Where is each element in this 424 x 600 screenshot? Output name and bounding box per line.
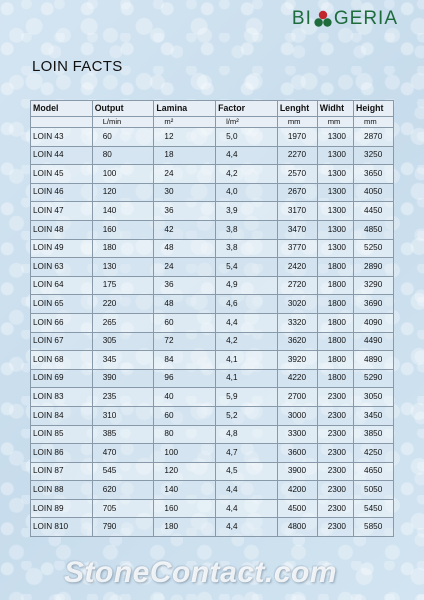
cell-factor: 4,4: [216, 481, 278, 500]
table-row: [31, 444, 394, 463]
cell-height: 2890: [354, 258, 394, 277]
unit-length: mm: [277, 117, 317, 128]
unit-width: mm: [317, 117, 353, 128]
cell-height: 4050: [354, 183, 394, 202]
cell-lamina: 60: [154, 406, 216, 425]
cell-output: 345: [92, 351, 154, 370]
cell-width: 1800: [317, 258, 353, 277]
unit-model: [31, 117, 93, 128]
cell-height: 5850: [354, 518, 394, 537]
table-body: [31, 128, 394, 537]
cell-model: LOIN 44: [31, 146, 93, 165]
cell-factor: 4,5: [216, 462, 278, 481]
cell-factor: 5,2: [216, 406, 278, 425]
cell-factor: 5,4: [216, 258, 278, 277]
unit-height: mm: [354, 117, 394, 128]
column-header-output: Output: [92, 101, 154, 117]
cell-height: 5050: [354, 481, 394, 500]
cell-lamina: 60: [154, 313, 216, 332]
stonecontact-watermark: StoneContact.com: [64, 556, 338, 589]
cell-width: 1800: [317, 276, 353, 295]
cell-height: 3850: [354, 425, 394, 444]
cell-output: 385: [92, 425, 154, 444]
cell-length: 2420: [277, 258, 317, 277]
cell-height: 4850: [354, 220, 394, 239]
table-row: [31, 313, 394, 332]
cell-height: 3690: [354, 295, 394, 314]
cell-factor: 4,4: [216, 146, 278, 165]
cell-model: LOIN 86: [31, 444, 93, 463]
cell-lamina: 42: [154, 220, 216, 239]
cell-height: 3650: [354, 165, 394, 184]
cell-length: 4220: [277, 369, 317, 388]
cell-lamina: 48: [154, 295, 216, 314]
cell-factor: 4,4: [216, 518, 278, 537]
cell-output: 180: [92, 239, 154, 258]
logo-trefoil-icon: [313, 9, 333, 29]
cell-factor: 4,1: [216, 369, 278, 388]
cell-model: LOIN 43: [31, 128, 93, 147]
cell-height: 3290: [354, 276, 394, 295]
cell-factor: 3,8: [216, 220, 278, 239]
cell-width: 2300: [317, 425, 353, 444]
cell-factor: 3,9: [216, 202, 278, 221]
table-row: [31, 462, 394, 481]
cell-factor: 4,4: [216, 499, 278, 518]
cell-output: 310: [92, 406, 154, 425]
cell-output: 545: [92, 462, 154, 481]
table-row: [31, 128, 394, 147]
cell-length: 1970: [277, 128, 317, 147]
cell-output: 175: [92, 276, 154, 295]
unit-output: L/min: [92, 117, 154, 128]
cell-length: 3000: [277, 406, 317, 425]
cell-width: 1300: [317, 239, 353, 258]
cell-length: 2670: [277, 183, 317, 202]
cell-width: 1800: [317, 295, 353, 314]
table-row: [31, 369, 394, 388]
cell-length: 3920: [277, 351, 317, 370]
cell-lamina: 30: [154, 183, 216, 202]
cell-output: 390: [92, 369, 154, 388]
cell-output: 235: [92, 388, 154, 407]
table-row: [31, 351, 394, 370]
cell-height: 3050: [354, 388, 394, 407]
cell-output: 790: [92, 518, 154, 537]
cell-width: 1800: [317, 313, 353, 332]
cell-lamina: 80: [154, 425, 216, 444]
table-row: [31, 165, 394, 184]
column-header-model: Model: [31, 101, 93, 117]
cell-output: 60: [92, 128, 154, 147]
cell-output: 265: [92, 313, 154, 332]
table-row: [31, 183, 394, 202]
cell-model: LOIN 69: [31, 369, 93, 388]
cell-width: 1300: [317, 202, 353, 221]
cell-factor: 4,8: [216, 425, 278, 444]
table-row: [31, 276, 394, 295]
column-header-lamina: Lamina: [154, 101, 216, 117]
cell-model: LOIN 45: [31, 165, 93, 184]
cell-width: 1800: [317, 369, 353, 388]
cell-output: 100: [92, 165, 154, 184]
cell-width: 1800: [317, 332, 353, 351]
cell-model: LOIN 89: [31, 499, 93, 518]
cell-lamina: 160: [154, 499, 216, 518]
cell-width: 2300: [317, 406, 353, 425]
cell-factor: 4,2: [216, 332, 278, 351]
cell-width: 2300: [317, 481, 353, 500]
cell-factor: 4,0: [216, 183, 278, 202]
cell-factor: 5,0: [216, 128, 278, 147]
cell-width: 2300: [317, 388, 353, 407]
cell-height: 3450: [354, 406, 394, 425]
cell-lamina: 36: [154, 276, 216, 295]
cell-height: 2870: [354, 128, 394, 147]
cell-lamina: 72: [154, 332, 216, 351]
cell-length: 4200: [277, 481, 317, 500]
loin-facts-table: [30, 100, 394, 537]
cell-length: 3620: [277, 332, 317, 351]
cell-model: LOIN 48: [31, 220, 93, 239]
cell-length: 2570: [277, 165, 317, 184]
cell-height: 4490: [354, 332, 394, 351]
cell-model: LOIN 66: [31, 313, 93, 332]
cell-model: LOIN 85: [31, 425, 93, 444]
cell-factor: 4,4: [216, 313, 278, 332]
cell-length: 3900: [277, 462, 317, 481]
cell-length: 2700: [277, 388, 317, 407]
cell-model: LOIN 49: [31, 239, 93, 258]
cell-output: 220: [92, 295, 154, 314]
cell-height: 5250: [354, 239, 394, 258]
logo-text-start: BI: [291, 8, 312, 29]
cell-length: 3770: [277, 239, 317, 258]
cell-output: 130: [92, 258, 154, 277]
cell-width: 1300: [317, 165, 353, 184]
table-row: [31, 518, 394, 537]
cell-factor: 5,9: [216, 388, 278, 407]
table-units-row: [31, 117, 394, 128]
table-row: [31, 332, 394, 351]
cell-height: 4650: [354, 462, 394, 481]
document-title: LOIN FACTS: [32, 58, 123, 75]
cell-output: 470: [92, 444, 154, 463]
cell-height: 4450: [354, 202, 394, 221]
cell-lamina: 48: [154, 239, 216, 258]
cell-length: 2720: [277, 276, 317, 295]
cell-length: 4800: [277, 518, 317, 537]
cell-model: LOIN 65: [31, 295, 93, 314]
table-row: [31, 481, 394, 500]
cell-factor: 4,7: [216, 444, 278, 463]
column-header-length: Lenght: [277, 101, 317, 117]
cell-lamina: 120: [154, 462, 216, 481]
biogeria-logo: [292, 8, 398, 30]
table-header-row: [31, 101, 394, 117]
unit-factor: l/m²: [216, 117, 278, 128]
cell-width: 1300: [317, 183, 353, 202]
cell-length: 3020: [277, 295, 317, 314]
cell-factor: 4,6: [216, 295, 278, 314]
cell-lamina: 40: [154, 388, 216, 407]
column-header-height: Height: [354, 101, 394, 117]
cell-output: 160: [92, 220, 154, 239]
table-row: [31, 202, 394, 221]
cell-model: LOIN 63: [31, 258, 93, 277]
cell-model: LOIN 87: [31, 462, 93, 481]
cell-length: 3170: [277, 202, 317, 221]
cell-width: 2300: [317, 444, 353, 463]
cell-length: 3300: [277, 425, 317, 444]
table-row: [31, 146, 394, 165]
cell-output: 305: [92, 332, 154, 351]
cell-factor: 4,9: [216, 276, 278, 295]
table-row: [31, 295, 394, 314]
cell-model: LOIN 64: [31, 276, 93, 295]
cell-width: 1800: [317, 351, 353, 370]
cell-width: 2300: [317, 462, 353, 481]
column-header-width: Widht: [317, 101, 353, 117]
cell-length: 4500: [277, 499, 317, 518]
cell-height: 4250: [354, 444, 394, 463]
cell-lamina: 12: [154, 128, 216, 147]
cell-lamina: 100: [154, 444, 216, 463]
cell-output: 620: [92, 481, 154, 500]
cell-factor: 3,8: [216, 239, 278, 258]
table-row: [31, 220, 394, 239]
cell-output: 140: [92, 202, 154, 221]
cell-height: 5290: [354, 369, 394, 388]
cell-factor: 4,2: [216, 165, 278, 184]
cell-lamina: 24: [154, 165, 216, 184]
cell-lamina: 84: [154, 351, 216, 370]
table-row: [31, 388, 394, 407]
cell-model: LOIN 47: [31, 202, 93, 221]
table-row: [31, 258, 394, 277]
cell-model: LOIN 84: [31, 406, 93, 425]
cell-lamina: 96: [154, 369, 216, 388]
cell-height: 3250: [354, 146, 394, 165]
cell-factor: 4,1: [216, 351, 278, 370]
column-header-factor: Factor: [216, 101, 278, 117]
cell-output: 705: [92, 499, 154, 518]
table-row: [31, 425, 394, 444]
cell-height: 4890: [354, 351, 394, 370]
cell-model: LOIN 83: [31, 388, 93, 407]
cell-width: 1300: [317, 128, 353, 147]
unit-lamina: m²: [154, 117, 216, 128]
cell-length: 3600: [277, 444, 317, 463]
cell-model: LOIN 46: [31, 183, 93, 202]
cell-output: 120: [92, 183, 154, 202]
cell-height: 5450: [354, 499, 394, 518]
cell-width: 1300: [317, 146, 353, 165]
cell-lamina: 36: [154, 202, 216, 221]
logo-text-end: GERIA: [333, 8, 398, 29]
cell-lamina: 140: [154, 481, 216, 500]
cell-length: 2270: [277, 146, 317, 165]
table-row: [31, 499, 394, 518]
cell-model: LOIN 810: [31, 518, 93, 537]
cell-length: 3470: [277, 220, 317, 239]
cell-model: LOIN 68: [31, 351, 93, 370]
cell-height: 4090: [354, 313, 394, 332]
table-row: [31, 239, 394, 258]
cell-width: 2300: [317, 499, 353, 518]
cell-lamina: 24: [154, 258, 216, 277]
cell-output: 80: [92, 146, 154, 165]
cell-width: 2300: [317, 518, 353, 537]
cell-length: 3320: [277, 313, 317, 332]
table-row: [31, 406, 394, 425]
cell-width: 1300: [317, 220, 353, 239]
cell-model: LOIN 88: [31, 481, 93, 500]
cell-lamina: 18: [154, 146, 216, 165]
cell-lamina: 180: [154, 518, 216, 537]
cell-model: LOIN 67: [31, 332, 93, 351]
